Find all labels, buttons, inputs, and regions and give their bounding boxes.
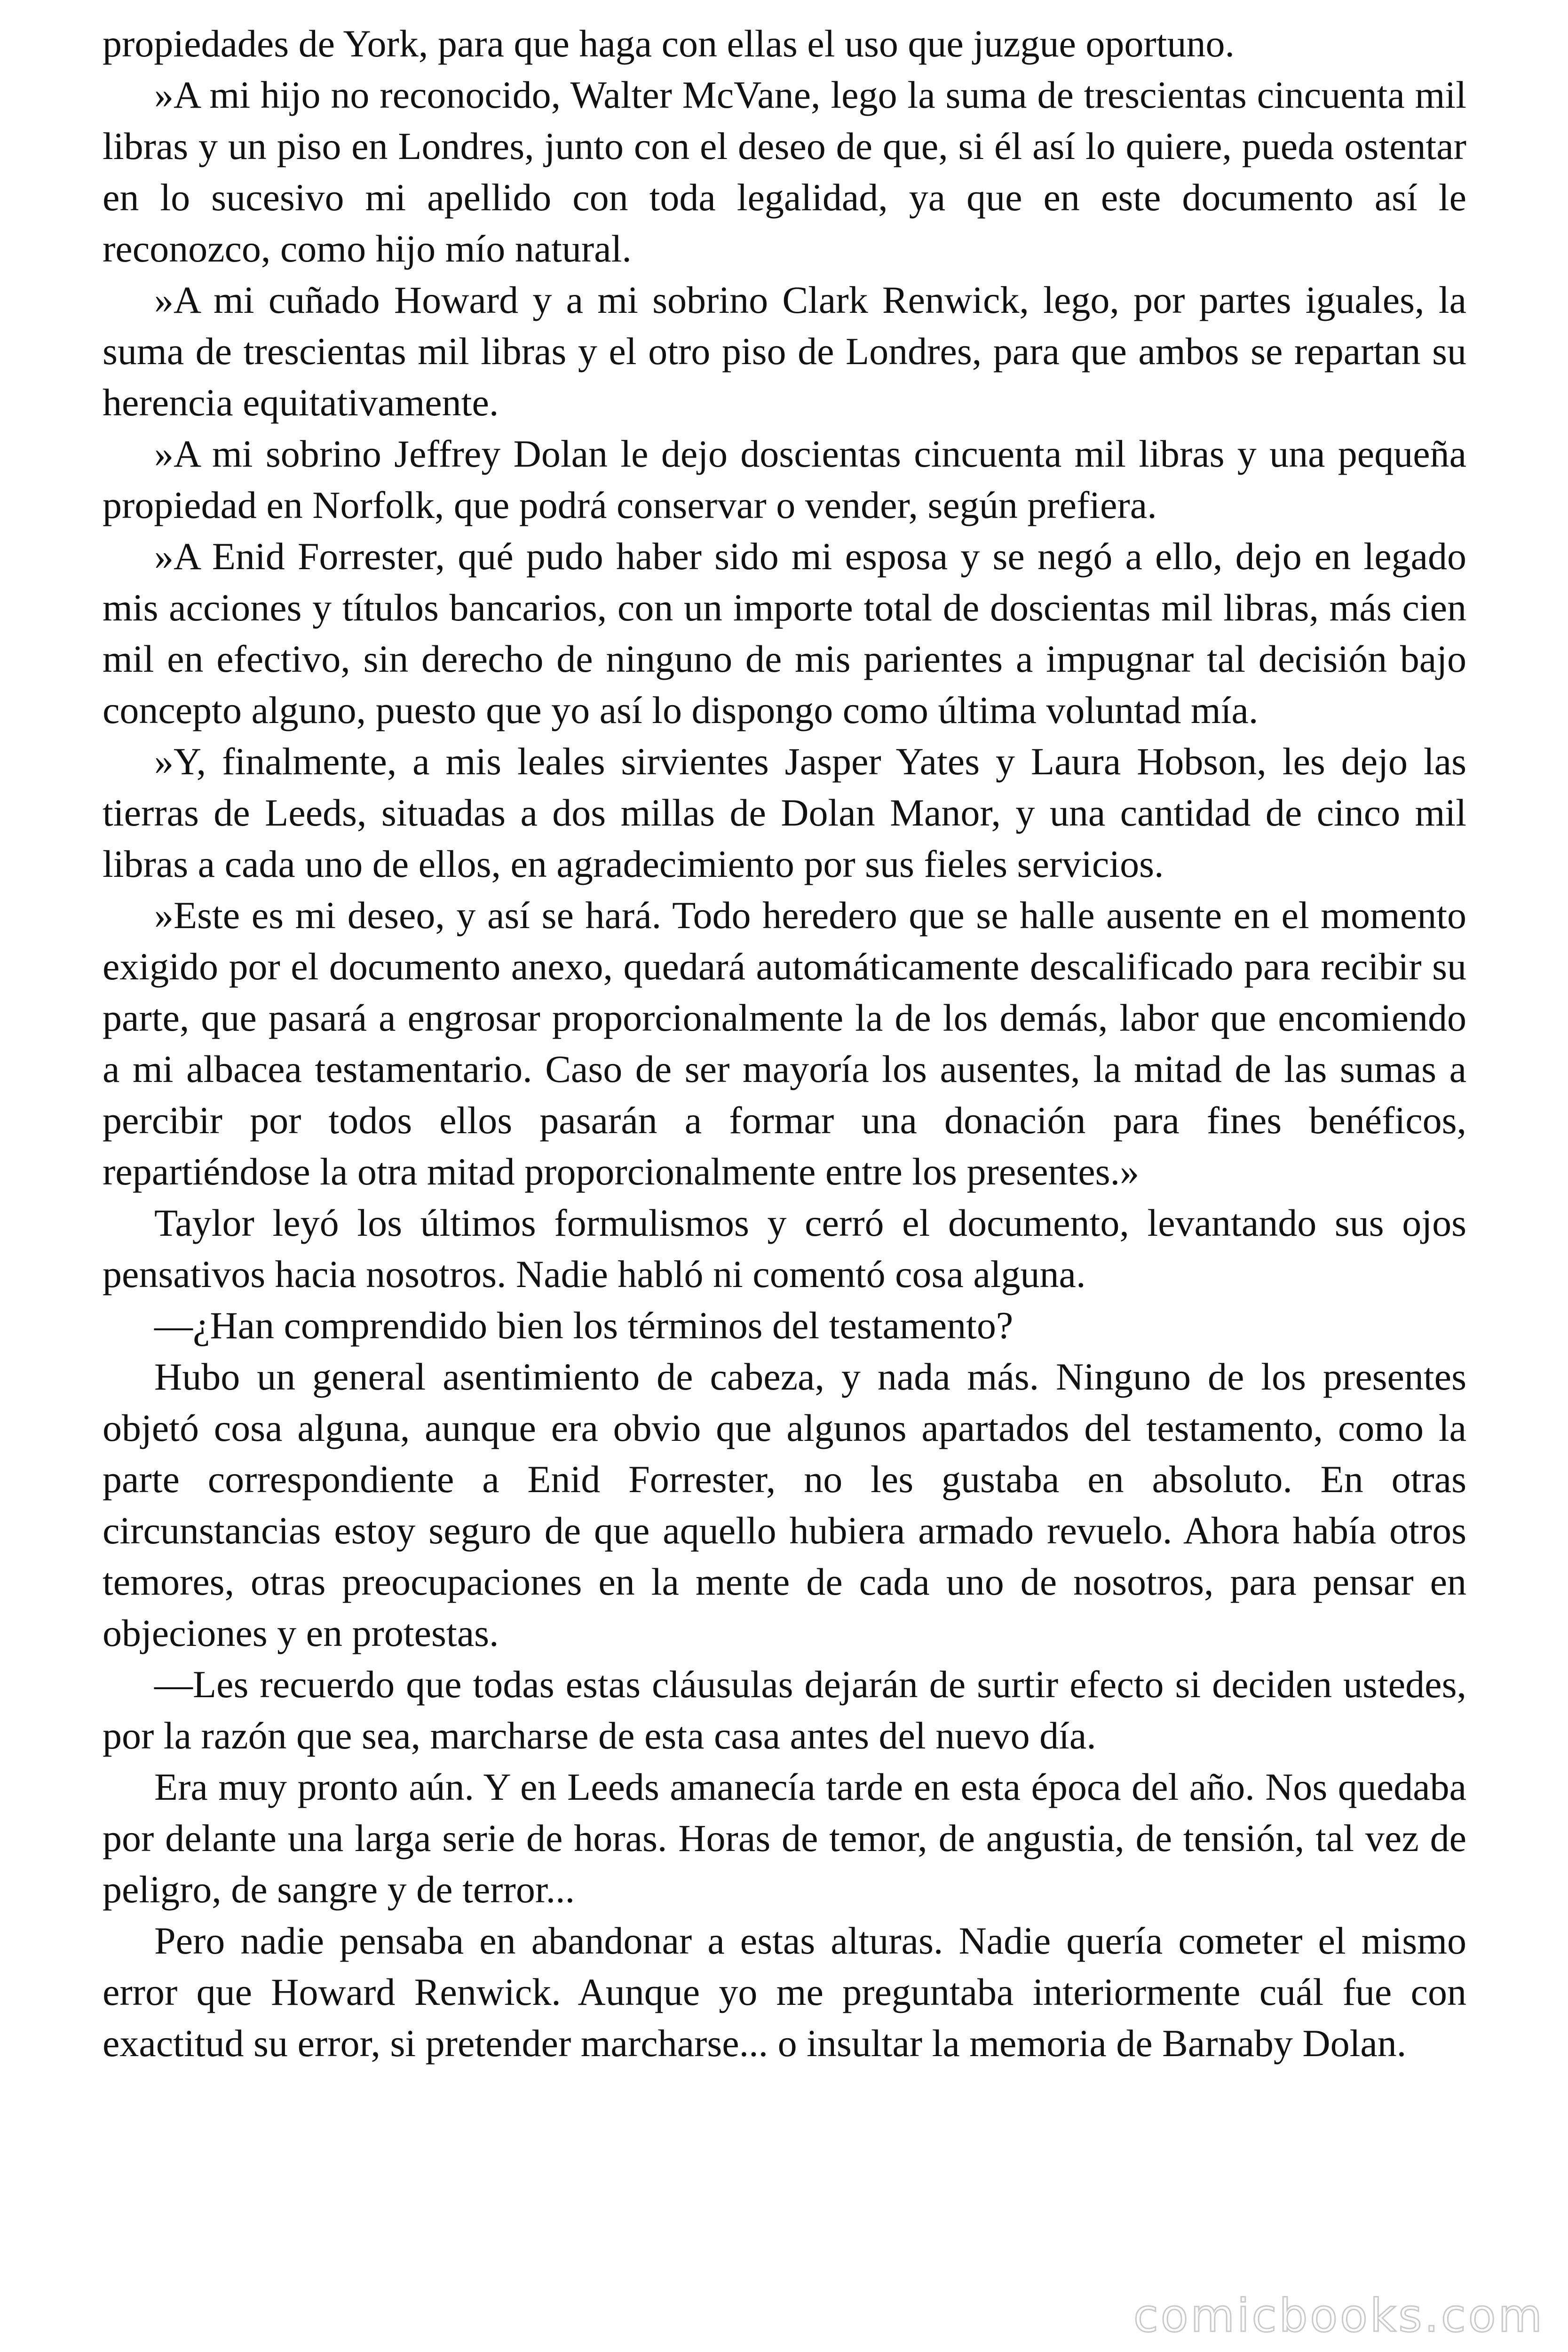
paragraph: »A mi sobrino Jeffrey Dolan le dejo doscientas cincuenta mil libras y una pequeña propiedad en Norfolk, que podrá conservar o vender, según prefiera. [103,432,1466,526]
paragraph: »Y, finalmente, a mis leales sirvientes Jasper Yates y Laura Hobson, les dejo las tierras de Leeds, situadas a dos millas de Dolan Manor, y una cantidad de cinco mil libras a cada uno de ellos, en agradecimiento por sus fieles servicios. [103,740,1466,885]
paragraph: »Este es mi deseo, y así se hará. Todo heredero que se halle ausente en el momento exigido por el documento anexo, quedará automáticamente descalificado para recibir su parte, que pasará a engrosar proporcionalmente la de los demás, labor que encomiendo a mi albacea testamentario. Caso de ser mayoría los ausentes, la mitad de las sumas a percibir por todos ellos pasarán a formar una donación para fines benéficos, repartiéndose la otra mitad proporcionalmente entre los presentes.» [103,894,1466,1193]
paragraph: Taylor leyó los últimos formulismos y cerró el documento, levantando sus ojos pensativos hacia nosotros. Nadie habló ni comentó cosa alguna. [103,1201,1466,1295]
paragraph: Pero nadie pensaba en abandonar a estas alturas. Nadie quería cometer el mismo error que Howard Renwick. Aunque yo me preguntaba interiormente cuál fue con exactitud su error, si pretender marcharse... o insultar la memoria de Barnaby Dolan. [103,1919,1466,2065]
paragraph: —Les recuerdo que todas estas cláusulas dejarán de surtir efecto si deciden ustedes, por la razón que sea, marcharse de esta casa antes del nuevo día. [103,1663,1466,1757]
watermark: comicbooks.com [1133,2289,1544,2342]
paragraph: »A mi cuñado Howard y a mi sobrino Clark Renwick, lego, por partes iguales, la suma de trescientas mil libras y el otro piso de Londres, para que ambos se repartan su herencia equitativamente. [103,278,1466,424]
paragraph: »A mi hijo no reconocido, Walter McVane, lego la suma de trescientas cincuenta mil libras y un piso en Londres, junto con el deseo de que, si él así lo quiere, pueda ostentar en lo sucesivo mi apellido con toda legalidad, ya que en este documento así le reconozco, como hijo mío natural. [103,73,1466,270]
document-page [103,18,1466,2069]
paragraph: Era muy pronto aún. Y en Leeds amanecía tarde en esta época del año. Nos quedaba por delante una larga serie de horas. Horas de temor, de angustia, de tensión, tal vez de peligro, de sangre y de terror... [103,1765,1466,1911]
paragraph: propiedades de York, para que haga con ellas el uso que juzgue oportuno. [103,22,1235,65]
paragraph: Hubo un general asentimiento de cabeza, y nada más. Ninguno de los presentes objetó cosa alguna, aunque era obvio que algunos apartados del testamento, como la parte correspondiente a Enid Forrester, no les gustaba en absoluto. En otras circunstancias estoy seguro de que aquello hubiera armado revuelo. Ahora había otros temores, otras preocupaciones en la mente de cada uno de nosotros, para pensar en objeciones y en protestas. [103,1355,1466,1654]
paragraph: —¿Han comprendido bien los términos del testamento? [154,1304,1014,1347]
paragraph: »A Enid Forrester, qué pudo haber sido mi esposa y se negó a ello, dejo en legado mis acciones y títulos bancarios, con un importe total de doscientas mil libras, más cien mil en efectivo, sin derecho de ninguno de mis parientes a impugnar tal decisión bajo concepto alguno, puesto que yo así lo dispongo como última voluntad mía. [103,535,1466,731]
